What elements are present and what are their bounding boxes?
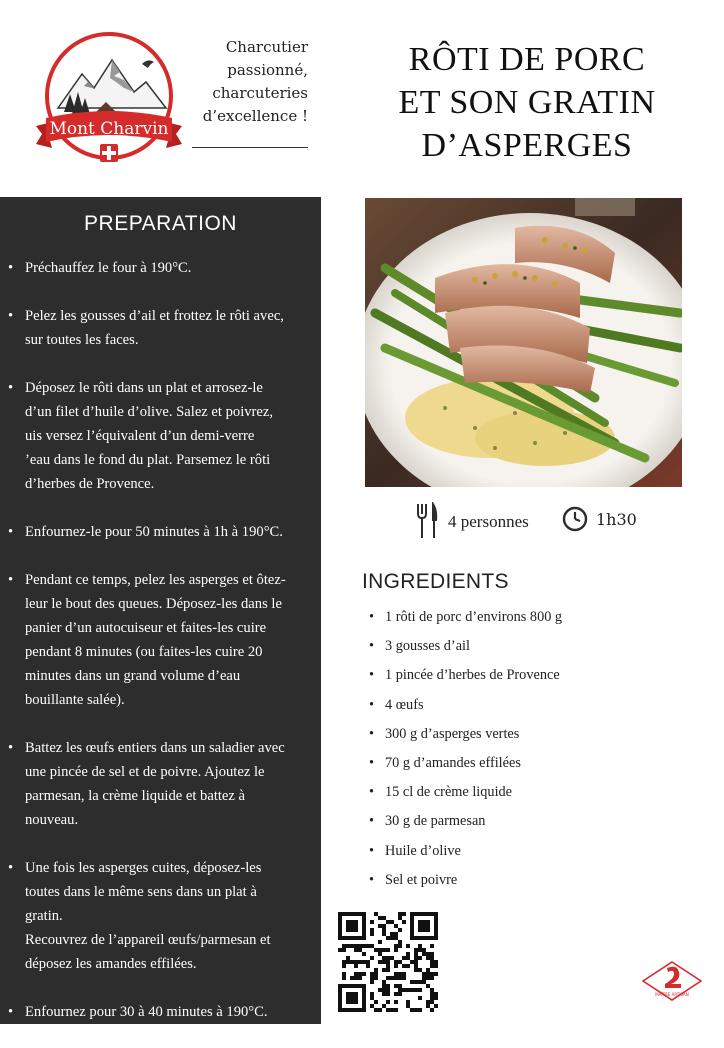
bullet: • bbox=[369, 871, 375, 888]
qr-code[interactable] bbox=[338, 912, 438, 1012]
ingredient-text: Huile d’olive bbox=[385, 842, 461, 859]
ingredient-text: 3 gousses d’ail bbox=[385, 638, 470, 655]
title-line: D’ASPERGES bbox=[421, 127, 633, 164]
ingredient-text: 1 pincée d’herbes de Provence bbox=[385, 667, 560, 684]
preparation-step-text: Une fois les asperges cuites, déposez-les toutes dans le même sens dans un plat à gratin. Recouvrez de l’appareil œufs/parmesan et déposez les amandes effilées. bbox=[25, 860, 271, 972]
preparation-step-text: Enfournez pour 30 à 40 minutes à 190°C. bbox=[25, 1004, 268, 1020]
ingredients-list bbox=[369, 603, 689, 895]
ingredient-item bbox=[369, 749, 689, 778]
preparation-title: PREPARATION bbox=[84, 212, 237, 235]
tagline-line: passionné, bbox=[227, 61, 308, 79]
title-line: ET SON GRATIN bbox=[398, 84, 656, 121]
duration-text: 1h30 bbox=[596, 510, 637, 529]
ingredient-item bbox=[369, 603, 689, 632]
preparation-step bbox=[8, 520, 314, 544]
dish-photo bbox=[365, 198, 682, 487]
artisan-logo-text: MAÎTRE ARTISAN bbox=[655, 992, 689, 997]
ingredient-text: 30 g de parmesan bbox=[385, 813, 486, 830]
tagline-line: Charcutier bbox=[225, 38, 308, 56]
brand-tagline bbox=[190, 36, 308, 128]
tagline-line: d’excellence ! bbox=[202, 107, 308, 125]
bullet: • bbox=[369, 667, 375, 684]
preparation-step bbox=[8, 568, 314, 712]
bullet: • bbox=[8, 524, 14, 540]
preparation-step bbox=[8, 256, 314, 280]
preparation-steps bbox=[8, 256, 314, 1048]
preparation-step bbox=[8, 856, 314, 976]
tagline-line: charcuteries bbox=[212, 84, 308, 102]
preparation-step-text: Déposez le rôti dans un plat et arrosez-le d’un filet d’huile d’olive. Salez et poivrez, uis versez l’équivalent d’un demi-verre ’eau dans le fond du plat. Parsemez le rôti d’herbes de Provence. bbox=[25, 380, 274, 492]
bullet: • bbox=[369, 813, 375, 830]
preparation-step-text: Battez les œufs entiers dans un saladier avec une pincée de sel et de poivre. Ajoutez le parmesan, la crème liquide et battez à nouveau. bbox=[25, 740, 285, 828]
ingredient-text: 300 g d’asperges vertes bbox=[385, 725, 520, 742]
title-line: RÔTI DE PORC bbox=[408, 41, 646, 78]
recipe-title bbox=[362, 38, 692, 167]
preparation-step-text: Préchauffez le four à 190°C. bbox=[25, 260, 192, 276]
ingredient-item bbox=[369, 720, 689, 749]
ingredient-item bbox=[369, 807, 689, 836]
brand-name: Mont Charvin bbox=[49, 119, 169, 139]
preparation-step bbox=[8, 376, 314, 496]
maitre-artisan-logo bbox=[641, 960, 703, 1002]
preparation-step bbox=[8, 304, 314, 352]
bullet: • bbox=[8, 860, 14, 876]
ingredient-text: Sel et poivre bbox=[385, 871, 458, 888]
tagline-divider bbox=[192, 147, 308, 148]
preparation-step-text: Pendant ce temps, pelez les asperges et ôtez- leur le bout des queues. Déposez-les dans le panier d’un autocuiseur et faites-les cuire pendant 8 minutes (ou faites-les cuire 20 minutes dans un grand volume d’eau bouillante salée). bbox=[25, 572, 286, 708]
bullet: • bbox=[369, 784, 375, 801]
ingredient-item bbox=[369, 837, 689, 866]
bullet: • bbox=[8, 260, 14, 276]
preparation-step-text: Pelez les gousses d’ail et frottez le rôti avec, sur toutes les faces. bbox=[25, 308, 284, 348]
ingredients-title: INGREDIENTS bbox=[362, 570, 509, 593]
bullet: • bbox=[369, 638, 375, 655]
preparation-step bbox=[8, 1000, 314, 1024]
bullet: • bbox=[369, 609, 375, 625]
ingredient-item bbox=[369, 778, 689, 807]
clock-icon bbox=[562, 506, 588, 532]
bullet: • bbox=[8, 740, 14, 756]
bullet: • bbox=[8, 380, 14, 396]
ingredient-text: 15 cl de crème liquide bbox=[385, 784, 513, 801]
bullet: • bbox=[8, 308, 14, 324]
bullet: • bbox=[8, 572, 14, 588]
ingredient-item bbox=[369, 661, 689, 690]
preparation-step bbox=[8, 736, 314, 832]
bullet: • bbox=[8, 1004, 14, 1020]
bullet: • bbox=[369, 696, 375, 713]
ingredient-text: 70 g d’amandes effilées bbox=[385, 755, 521, 772]
fork-knife-icon bbox=[416, 502, 438, 540]
ingredient-item bbox=[369, 866, 689, 895]
bullet: • bbox=[369, 842, 375, 859]
ingredient-text: 4 œufs bbox=[385, 696, 424, 713]
bullet: • bbox=[369, 725, 375, 742]
ingredient-text: 1 rôti de porc d’environs 800 g bbox=[385, 609, 563, 625]
ingredient-item bbox=[369, 632, 689, 661]
preparation-step-text: Enfournez-le pour 50 minutes à 1h à 190°C. bbox=[25, 524, 283, 540]
ingredient-item bbox=[369, 691, 689, 720]
brand-logo bbox=[30, 30, 188, 168]
bullet: • bbox=[369, 755, 375, 772]
servings-text: 4 personnes bbox=[448, 512, 529, 531]
